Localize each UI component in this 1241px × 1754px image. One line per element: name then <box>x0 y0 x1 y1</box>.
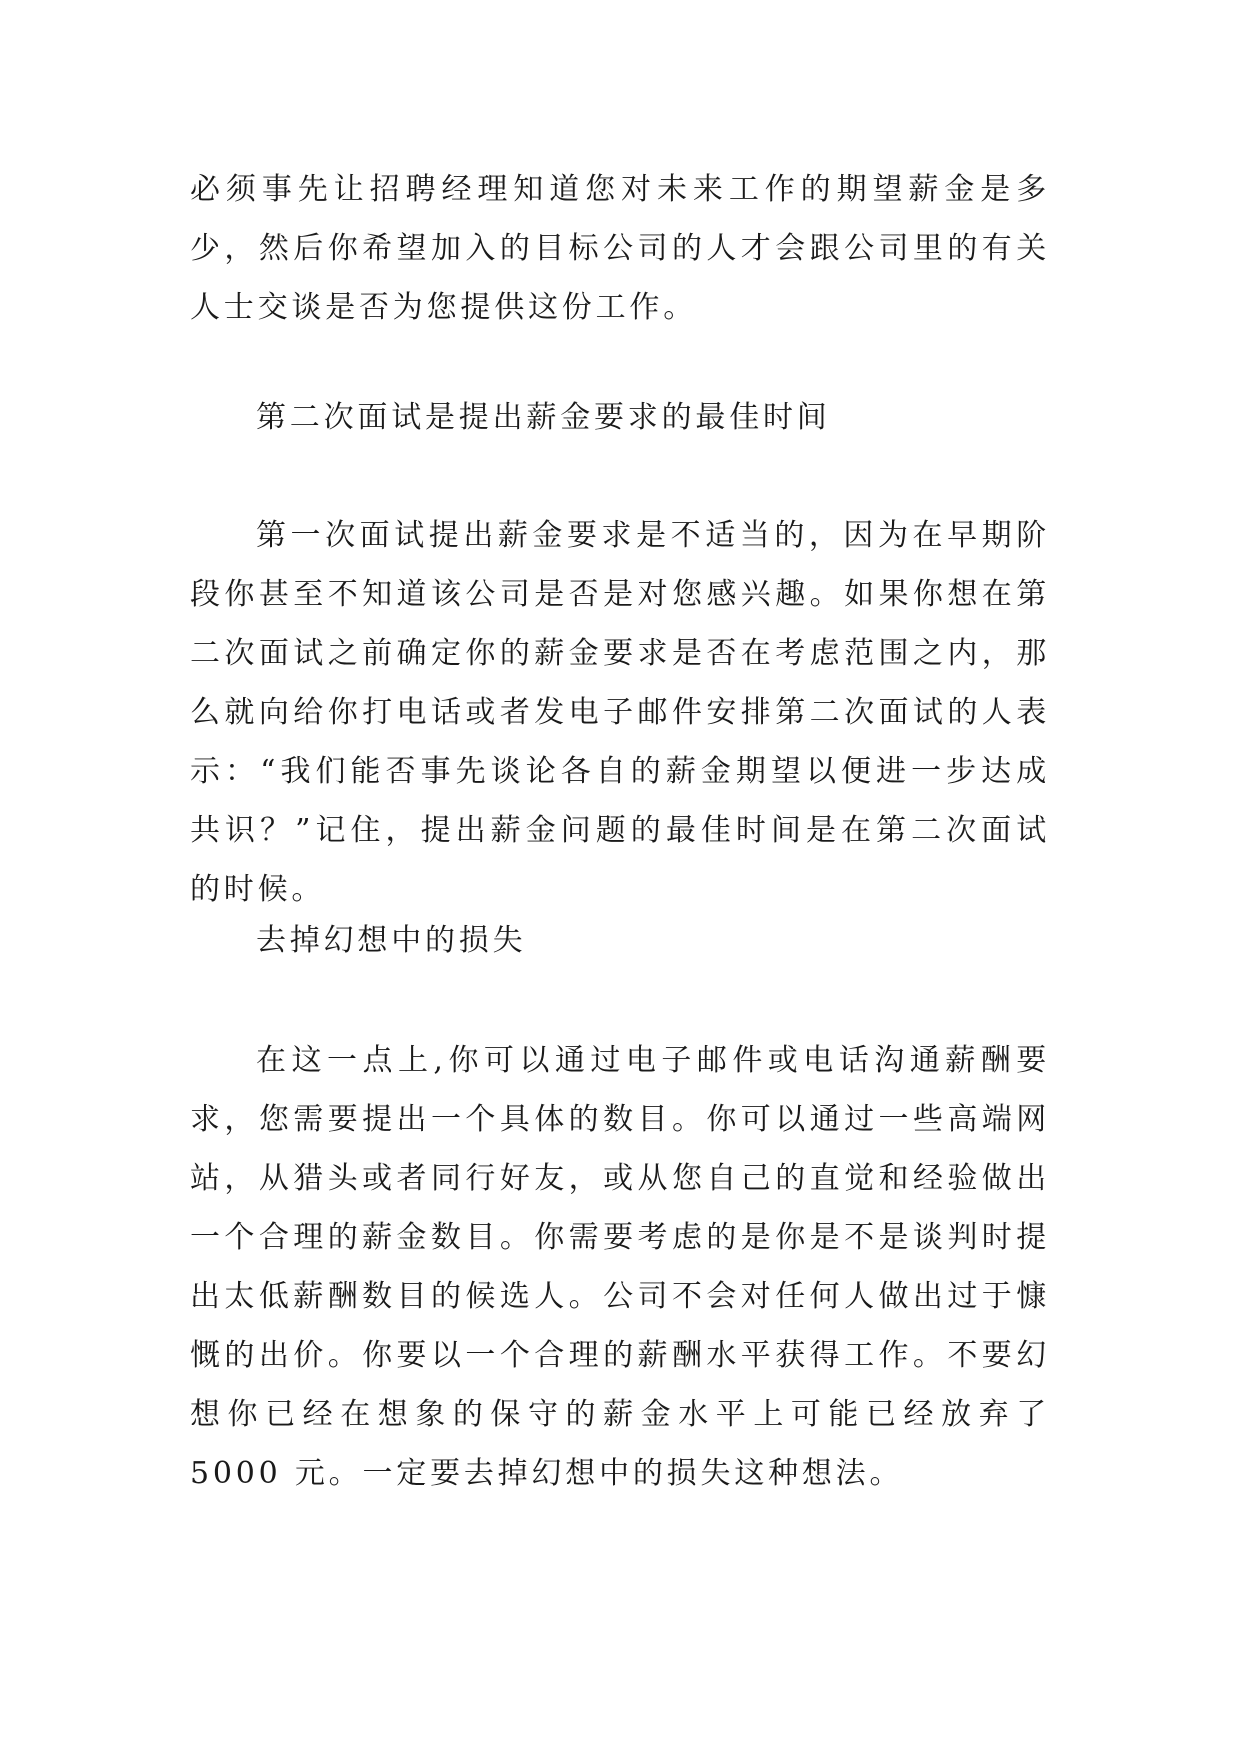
paragraph-salary-expectation <box>190 160 1050 337</box>
section-heading-second-interview <box>190 388 1050 447</box>
heading-text: 去掉幻想中的损失 <box>256 923 527 958</box>
paragraph-text: 必须事先让招聘经理知道您对未来工作的期望薪金是多少，然后你希望加入的目标公司的人才会跟公司里的有关人士交谈是否为您提供这份工作。 <box>190 172 1050 325</box>
paragraph-imagined-loss <box>190 1031 1050 1503</box>
paragraph-text: 在这一点上,你可以通过电子邮件或电话沟通薪酬要求，您需要提出一个具体的数目。你可以通过一些高端网站，从猎头或者同行好友，或从您自己的直觉和经验做出一个合理的薪金数目。你需要考虑的是你是不是谈判时提出太低薪酬数目的候选人。公司不会对任何人做出过于慷慨的出价。你要以一个合理的薪酬水平获得工作。不要幻想你已经在想象的保守的薪金水平上可能已经放弃了 5000 元。一定要去掉幻想中的损失这种想法。 <box>190 1043 1050 1491</box>
heading-text: 第二次面试是提出薪金要求的最佳时间 <box>256 400 831 435</box>
paragraph-text: 第一次面试提出薪金要求是不适当的，因为在早期阶段你甚至不知道该公司是否是对您感兴趣。如果你想在第二次面试之前确定你的薪金要求是否在考虑范围之内，那么就向给你打电话或者发电子邮件安排第二次面试的人表示：“我们能否事先谈论各自的薪金期望以便进一步达成共识？”记住，提出薪金问题的最佳时间是在第二次面试的时候。 <box>190 518 1050 907</box>
section-heading-imagined-loss <box>190 911 1050 970</box>
paragraph-second-interview <box>190 506 1050 919</box>
